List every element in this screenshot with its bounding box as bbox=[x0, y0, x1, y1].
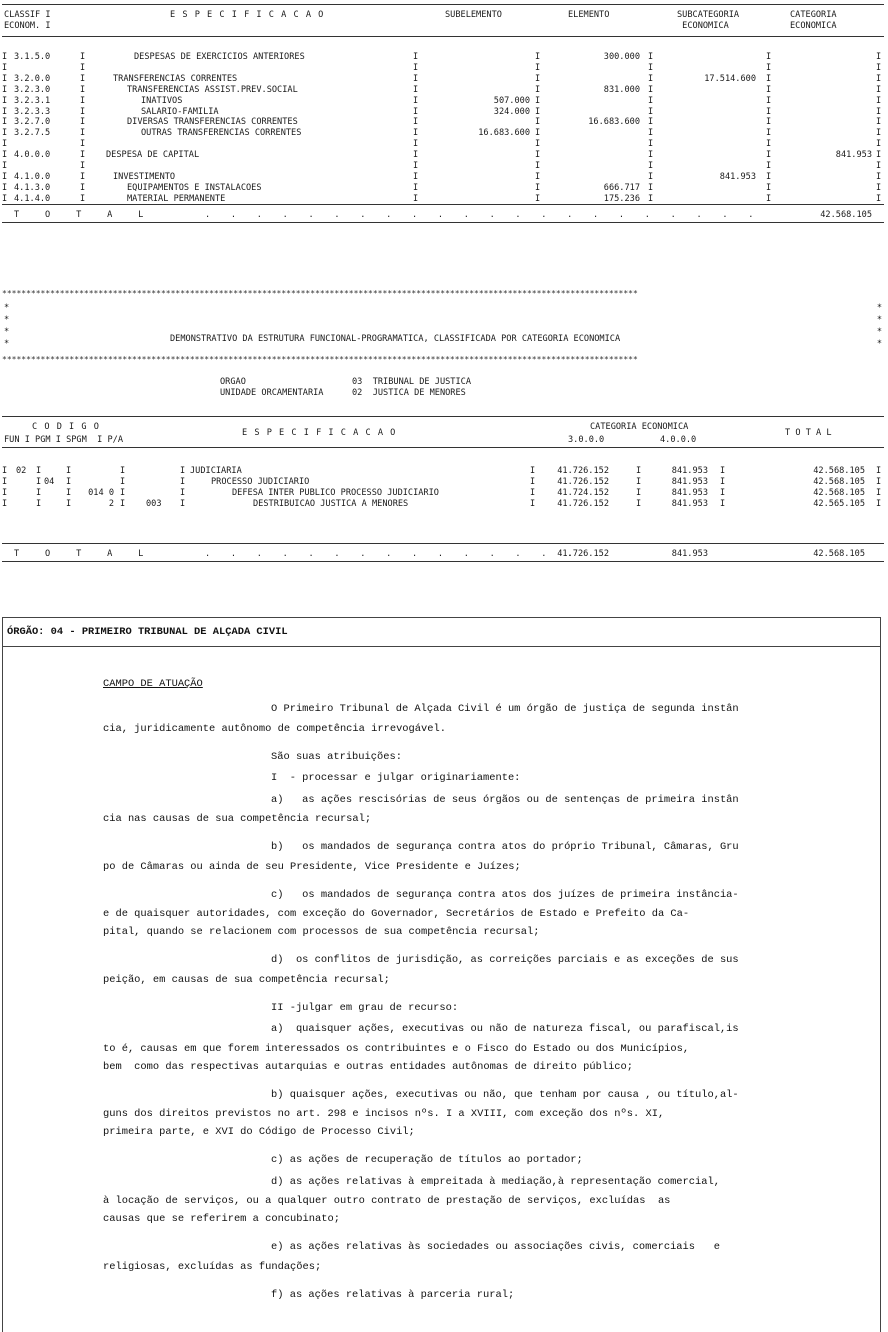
orgao04-heading: ÓRGÃO: 04 - PRIMEIRO TRIBUNAL DE ALÇADA CIVIL bbox=[7, 626, 288, 638]
col-separator: I bbox=[648, 171, 654, 182]
col-separator: I bbox=[766, 182, 772, 193]
col-separator: I bbox=[2, 476, 8, 487]
star-border-bottom: ************************************************************************************************************************************ bbox=[2, 356, 638, 364]
row-code: 3.2.3.3 bbox=[14, 106, 51, 117]
row-elemento: 300.000 bbox=[603, 52, 640, 62]
col-separator: I bbox=[876, 95, 882, 106]
col-separator: I bbox=[2, 171, 8, 182]
col-separator: I bbox=[2, 62, 8, 73]
col-separator: I bbox=[413, 193, 419, 204]
col-separator: I bbox=[180, 498, 186, 509]
paragraph-continuation: à locação de serviços, ou a qualquer outro contrato de prestação de serviços, excluídas as causas que se referirem a concubinato; bbox=[103, 1195, 671, 1225]
col-separator: I bbox=[766, 128, 772, 139]
col-separator: I bbox=[2, 84, 8, 95]
col-separator: I bbox=[80, 139, 86, 150]
paragraph-first-line: b) os mandados de segurança contra atos do próprio Tribunal, Câmaras, Gru bbox=[271, 841, 739, 853]
paragraph-first-line: b) quaisquer ações, executivas ou não, que tenham por causa , ou título,al- bbox=[271, 1088, 739, 1101]
row-total: 42.565.105 bbox=[813, 498, 865, 509]
row-cat2: 841.953 bbox=[671, 476, 708, 487]
demo-banner bbox=[0, 290, 888, 365]
row-code: 3.2.7.0 bbox=[14, 117, 51, 128]
col-separator: I bbox=[766, 62, 772, 73]
col-separator: I bbox=[648, 52, 654, 62]
col-separator: I bbox=[530, 498, 536, 509]
unidade-value: 02 JUSTICA DE MENORES bbox=[352, 388, 466, 398]
col-separator: I bbox=[766, 161, 772, 171]
col-separator: I bbox=[648, 139, 654, 150]
row-elemento: 666.717 bbox=[603, 182, 640, 193]
total-header: T O T A L bbox=[785, 428, 832, 438]
col-separator: I bbox=[413, 95, 419, 106]
table1-row bbox=[0, 128, 888, 139]
col-separator: I bbox=[876, 52, 882, 62]
col-separator: I bbox=[120, 498, 126, 509]
col-separator: I bbox=[530, 466, 536, 476]
row-code: 4.1.3.0 bbox=[14, 182, 51, 193]
col-separator: I bbox=[766, 150, 772, 161]
paragraph-first-line: a) as ações rescisórias de seus órgãos ou de sentenças de primeira instân bbox=[271, 793, 739, 806]
row-code: 3.2.3.1 bbox=[14, 95, 51, 106]
table2-row bbox=[0, 488, 888, 499]
col-separator: I bbox=[876, 117, 882, 128]
col-separator: I bbox=[876, 106, 882, 117]
col-separator: I bbox=[876, 150, 882, 161]
col-separator: I bbox=[80, 52, 86, 62]
paragraph-continuation: peição, em causas de sua competência recursal; bbox=[103, 973, 390, 986]
cat-col1-header: 3.0.0.0 bbox=[568, 435, 605, 445]
col-separator: I bbox=[2, 95, 8, 106]
col-separator: I bbox=[636, 487, 642, 498]
col-separator: I bbox=[766, 139, 772, 150]
col-separator: I bbox=[766, 52, 772, 62]
paragraph-first-line: c) os mandados de segurança contra atos dos juízes de primeira instância- bbox=[271, 888, 739, 901]
row-desc: DESPESA DE CAPITAL bbox=[106, 150, 200, 161]
col-separator: I bbox=[180, 476, 186, 487]
col-separator: I bbox=[535, 161, 541, 171]
total-label: T O T A L bbox=[14, 210, 144, 220]
paragraph-continuation: guns dos direitos previstos no art. 298 e incisos nºs. I a XVIII, com exceção dos nºs. XI, primeira parte, e XVI do Código de Processo Civil; bbox=[103, 1108, 665, 1138]
col-separator: I bbox=[876, 62, 882, 73]
col-separator: I bbox=[648, 62, 654, 73]
col-separator: I bbox=[535, 84, 541, 95]
col-separator: I bbox=[80, 161, 86, 171]
table2-row bbox=[0, 499, 888, 510]
table1-row bbox=[0, 194, 888, 205]
col-separator: I bbox=[80, 84, 86, 95]
col-separator: I bbox=[720, 487, 726, 498]
paragraph-first-line: c) as ações de recuperação de títulos ao portador; bbox=[271, 1154, 583, 1166]
row-desc: INVESTIMENTO bbox=[113, 171, 176, 182]
col-separator: I bbox=[648, 193, 654, 204]
col-separator: I bbox=[413, 171, 419, 182]
row-desc: SALARIO-FAMILIA bbox=[141, 106, 219, 117]
banner-star-right: * * * * bbox=[876, 303, 882, 349]
row-desc: INATIVOS bbox=[141, 95, 183, 106]
row-desc: DEFESA INTER PUBLICO PROCESSO JUDICIARIO bbox=[232, 487, 439, 498]
row-subelemento: 507.000 bbox=[493, 95, 530, 106]
row-pa: 003 bbox=[146, 498, 162, 509]
row-cat1: 41.726.152 bbox=[557, 476, 609, 487]
col-separator: I bbox=[2, 73, 8, 84]
row-spgm: 014 0 bbox=[88, 487, 114, 498]
col-separator: I bbox=[876, 498, 882, 509]
col-separator: I bbox=[413, 106, 419, 117]
paragraph-continuation: cia, juridicamente autônomo de competência irrevogável. bbox=[103, 722, 446, 735]
paragraph-first-line: f) as ações relativas à parceria rural; bbox=[271, 1288, 515, 1301]
col-separator: I bbox=[766, 73, 772, 84]
col-separator: I bbox=[2, 498, 8, 509]
row-cat1: 41.726.152 bbox=[557, 466, 609, 476]
col-separator: I bbox=[535, 95, 541, 106]
col-separator: I bbox=[120, 476, 126, 487]
row-desc: DIVERSAS TRANSFERENCIAS CORRENTES bbox=[127, 117, 298, 128]
paragraph-continuation: cia nas causas de sua competência recursal; bbox=[103, 813, 372, 825]
col-separator: I bbox=[36, 498, 42, 509]
paragraph-continuation: religiosas, excluídas as fundações; bbox=[103, 1260, 322, 1273]
col-separator: I bbox=[648, 84, 654, 95]
col-separator: I bbox=[413, 128, 419, 139]
col-separator: I bbox=[876, 171, 882, 182]
row-code: 3.2.0.0 bbox=[14, 73, 51, 84]
col-separator: I bbox=[2, 117, 8, 128]
table2-row bbox=[0, 477, 888, 488]
row-total: 42.568.105 bbox=[813, 466, 865, 476]
row-cat2: 841.953 bbox=[671, 466, 708, 476]
col-separator: I bbox=[648, 117, 654, 128]
col-separator: I bbox=[413, 150, 419, 161]
orgao-value: 03 TRIBUNAL DE JUSTICA bbox=[352, 377, 471, 387]
col-header-subelemento: SUBELEMENTO bbox=[445, 10, 502, 20]
col-separator: I bbox=[766, 84, 772, 95]
col-separator: I bbox=[36, 476, 42, 487]
col-separator: I bbox=[2, 193, 8, 204]
col-separator: I bbox=[535, 139, 541, 150]
col-separator: I bbox=[876, 139, 882, 150]
col-separator: I bbox=[766, 95, 772, 106]
col-separator: I bbox=[876, 161, 882, 171]
row-desc: DESPESAS DE EXERCICIOS ANTERIORES bbox=[134, 52, 305, 62]
col-separator: I bbox=[535, 106, 541, 117]
col-separator: I bbox=[535, 128, 541, 139]
table1-row bbox=[0, 52, 888, 63]
table1-row bbox=[0, 183, 888, 194]
col-separator: I bbox=[413, 139, 419, 150]
col-separator: I bbox=[413, 182, 419, 193]
col-separator: I bbox=[720, 476, 726, 487]
col-separator: I bbox=[876, 487, 882, 498]
row-code: 3.2.7.5 bbox=[14, 128, 51, 139]
table1-row bbox=[0, 172, 888, 183]
col-separator: I bbox=[2, 128, 8, 139]
col-separator: I bbox=[535, 171, 541, 182]
col-separator: I bbox=[66, 466, 72, 476]
row-desc: OUTRAS TRANSFERENCIAS CORRENTES bbox=[141, 128, 302, 139]
paragraph-first-line: I - processar e julgar originariamente: bbox=[271, 772, 521, 784]
row-desc: PROCESSO JUDICIARIO bbox=[211, 476, 310, 487]
paragraph-first-line: O Primeiro Tribunal de Alçada Civil é um órgão de justiça de segunda instân bbox=[271, 703, 739, 715]
paragraph-first-line: São suas atribuições: bbox=[271, 750, 402, 763]
col-separator: I bbox=[2, 139, 8, 150]
row-elemento: 175.236 bbox=[603, 193, 640, 204]
paragraph-continuation: to é, causas em que forem interessados os contribuintes e o Fisco do Estado ou dos Municípios, bem como das respectivas autarquias e outras entidades autônomas de direito público; bbox=[103, 1042, 690, 1073]
row-desc: DESTRIBUICAO JUSTICA A MENORES bbox=[253, 498, 409, 509]
col-separator: I bbox=[535, 193, 541, 204]
col-separator: I bbox=[80, 117, 86, 128]
col-separator: I bbox=[720, 498, 726, 509]
table2-total-dots: . . . . . . . . . . . . . . . bbox=[205, 549, 573, 559]
col-separator: I bbox=[2, 150, 8, 161]
col-separator: I bbox=[648, 161, 654, 171]
table1-row bbox=[0, 107, 888, 118]
col-separator: I bbox=[80, 73, 86, 84]
row-desc: EQUIPAMENTOS E INSTALACOES bbox=[127, 182, 262, 193]
row-desc: JUDICIARIA bbox=[190, 466, 242, 476]
row-cat2: 841.953 bbox=[671, 487, 708, 498]
table1-row bbox=[0, 150, 888, 161]
col-separator: I bbox=[413, 73, 419, 84]
col-separator: I bbox=[80, 106, 86, 117]
table2-total-label: T O T A L bbox=[14, 549, 144, 559]
col-separator: I bbox=[80, 62, 86, 73]
row-spgm: 2 bbox=[108, 498, 114, 509]
row-subelemento: 16.683.600 bbox=[478, 128, 530, 139]
paragraph-continuation: po de Câmaras ou ainda de seu Presidente, Vice Presidente e Juízes; bbox=[103, 860, 521, 873]
col-header-classif: CLASSIF I ECONOM. I bbox=[4, 10, 51, 31]
col-separator: I bbox=[413, 84, 419, 95]
col-header-elemento: ELEMENTO bbox=[568, 10, 610, 20]
col-separator: I bbox=[535, 62, 541, 73]
col-separator: I bbox=[530, 476, 536, 487]
col-separator: I bbox=[120, 466, 126, 476]
col-separator: I bbox=[876, 182, 882, 193]
col-separator: I bbox=[120, 487, 126, 498]
col-separator: I bbox=[766, 193, 772, 204]
especificacao-header: E S P E C I F I C A C A O bbox=[242, 428, 397, 438]
row-code: 4.0.0.0 bbox=[14, 150, 51, 161]
cat-col2-header: 4.0.0.0 bbox=[660, 435, 697, 445]
col-separator: I bbox=[876, 84, 882, 95]
col-separator: I bbox=[180, 487, 186, 498]
col-separator: I bbox=[2, 466, 8, 476]
row-fun: 02 bbox=[16, 466, 27, 476]
col-separator: I bbox=[2, 182, 8, 193]
col-separator: I bbox=[648, 95, 654, 106]
col-separator: I bbox=[535, 117, 541, 128]
table2-total-v2: 841.953 bbox=[671, 549, 708, 559]
row-desc: TRANSFERENCIAS ASSIST.PREV.SOCIAL bbox=[127, 84, 298, 95]
row-desc: TRANSFERENCIAS CORRENTES bbox=[113, 73, 238, 84]
row-cat1: 41.724.152 bbox=[557, 487, 609, 498]
table2-total-v1: 41.726.152 bbox=[557, 549, 609, 559]
col-separator: I bbox=[636, 476, 642, 487]
col-separator: I bbox=[80, 150, 86, 161]
row-cat1: 41.726.152 bbox=[557, 498, 609, 509]
col-separator: I bbox=[876, 193, 882, 204]
col-separator: I bbox=[80, 128, 86, 139]
col-separator: I bbox=[2, 487, 8, 498]
col-separator: I bbox=[636, 466, 642, 476]
col-separator: I bbox=[648, 73, 654, 84]
col-separator: I bbox=[648, 128, 654, 139]
star-border-top: ************************************************************************************************************************************ bbox=[2, 290, 638, 298]
row-pgm: 04 bbox=[44, 476, 55, 487]
col-separator: I bbox=[876, 73, 882, 84]
cols-header: FUN I PGM I SPGM I P/A bbox=[4, 435, 123, 445]
demo-title: DEMONSTRATIVO DA ESTRUTURA FUNCIONAL-PROGRAMATICA, CLASSIFICADA POR CATEGORIA ECONOMICA bbox=[170, 334, 621, 344]
table1-row bbox=[0, 139, 888, 150]
col-separator: I bbox=[876, 466, 882, 476]
col-separator: I bbox=[876, 128, 882, 139]
col-separator: I bbox=[648, 182, 654, 193]
row-total: 42.568.105 bbox=[813, 476, 865, 487]
row-code: 4.1.4.0 bbox=[14, 193, 51, 204]
col-separator: I bbox=[535, 150, 541, 161]
paragraph-first-line: d) os conflitos de jurisdição, as correições parciais e as exceções de sus bbox=[271, 954, 739, 966]
table1-row bbox=[0, 161, 888, 172]
col-separator: I bbox=[766, 117, 772, 128]
paragraph-first-line: II -julgar em grau de recurso: bbox=[271, 1001, 459, 1014]
col-separator: I bbox=[36, 466, 42, 476]
col-header-subcategoria: SUBCATEGORIA ECONOMICA bbox=[677, 10, 740, 31]
col-separator: I bbox=[413, 62, 419, 73]
total-value: 42.568.105 bbox=[820, 210, 872, 220]
row-desc: MATERIAL PERMANENTE bbox=[127, 193, 226, 204]
table1-row bbox=[0, 74, 888, 85]
table1-row bbox=[0, 63, 888, 74]
row-subcategoria: 841.953 bbox=[719, 171, 756, 182]
col-header-categoria: CATEGORIA ECONOMICA bbox=[790, 10, 837, 31]
paragraph-first-line: d) as ações relativas à empreitada à mediação,à representação comercial, bbox=[271, 1175, 720, 1188]
col-separator: I bbox=[413, 52, 419, 62]
unidade-label: UNIDADE ORCAMENTARIA bbox=[220, 388, 324, 398]
col-separator: I bbox=[648, 106, 654, 117]
banner-star-left: * * * * bbox=[4, 303, 10, 349]
categoria-header: CATEGORIA ECONOMICA bbox=[590, 422, 689, 432]
row-total: 42.568.105 bbox=[813, 487, 865, 498]
col-separator: I bbox=[2, 161, 8, 171]
col-separator: I bbox=[413, 161, 419, 171]
table2-row bbox=[0, 466, 888, 477]
col-separator: I bbox=[535, 182, 541, 193]
orgao04-box bbox=[2, 617, 881, 1332]
col-separator: I bbox=[66, 476, 72, 487]
col-separator: I bbox=[180, 466, 186, 476]
row-elemento: 16.683.600 bbox=[588, 117, 640, 128]
row-code: 3.1.5.0 bbox=[14, 52, 51, 62]
col-separator: I bbox=[766, 106, 772, 117]
paragraph-first-line: a) quaisquer ações, executivas ou não de natureza fiscal, ou parafiscal,is bbox=[271, 1023, 739, 1035]
col-separator: I bbox=[66, 498, 72, 509]
col-separator: I bbox=[80, 193, 86, 204]
orgao-label: ORGAO bbox=[220, 377, 246, 387]
paragraph-continuation: e de quaisquer autoridades, com exceção do Governador, Secretários de Estado e Prefeito da Ca- pital, quando se relacionem com processos de sua competência recursal; bbox=[103, 908, 690, 938]
col-separator: I bbox=[2, 52, 8, 62]
col-separator: I bbox=[80, 95, 86, 106]
row-subelemento: 324.000 bbox=[493, 106, 530, 117]
programatica-table bbox=[0, 410, 888, 570]
col-separator: I bbox=[530, 487, 536, 498]
col-separator: I bbox=[876, 476, 882, 487]
table1-row bbox=[0, 117, 888, 128]
col-separator: I bbox=[720, 466, 726, 476]
row-elemento: 831.000 bbox=[603, 84, 640, 95]
table1-row bbox=[0, 96, 888, 107]
top-table bbox=[0, 0, 888, 235]
row-code: 3.2.3.0 bbox=[14, 84, 51, 95]
row-categoria: 841.953 bbox=[835, 150, 872, 161]
col-separator: I bbox=[636, 498, 642, 509]
campo-heading: CAMPO DE ATUAÇÃO bbox=[103, 678, 203, 690]
total-dots: . . . . . . . . . . . . . . . . . . . . . . bbox=[205, 210, 754, 220]
col-separator: I bbox=[766, 171, 772, 182]
col-separator: I bbox=[648, 150, 654, 161]
table2-total-tot: 42.568.105 bbox=[813, 549, 865, 559]
row-cat2: 841.953 bbox=[671, 498, 708, 509]
table1-row bbox=[0, 85, 888, 96]
row-subcategoria: 17.514.600 bbox=[704, 73, 756, 84]
codigo-header: C O D I G O bbox=[32, 422, 100, 432]
paragraph-first-line: e) as ações relativas às sociedades ou associações civis, comerciais e bbox=[271, 1241, 720, 1253]
col-separator: I bbox=[66, 487, 72, 498]
col-separator: I bbox=[535, 73, 541, 84]
col-separator: I bbox=[535, 52, 541, 62]
col-separator: I bbox=[2, 106, 8, 117]
col-separator: I bbox=[413, 117, 419, 128]
col-header-especificacao: E S P E C I F I C A C A O bbox=[170, 10, 325, 20]
col-separator: I bbox=[80, 182, 86, 193]
col-separator: I bbox=[80, 171, 86, 182]
col-separator: I bbox=[36, 487, 42, 498]
row-code: 4.1.0.0 bbox=[14, 171, 51, 182]
